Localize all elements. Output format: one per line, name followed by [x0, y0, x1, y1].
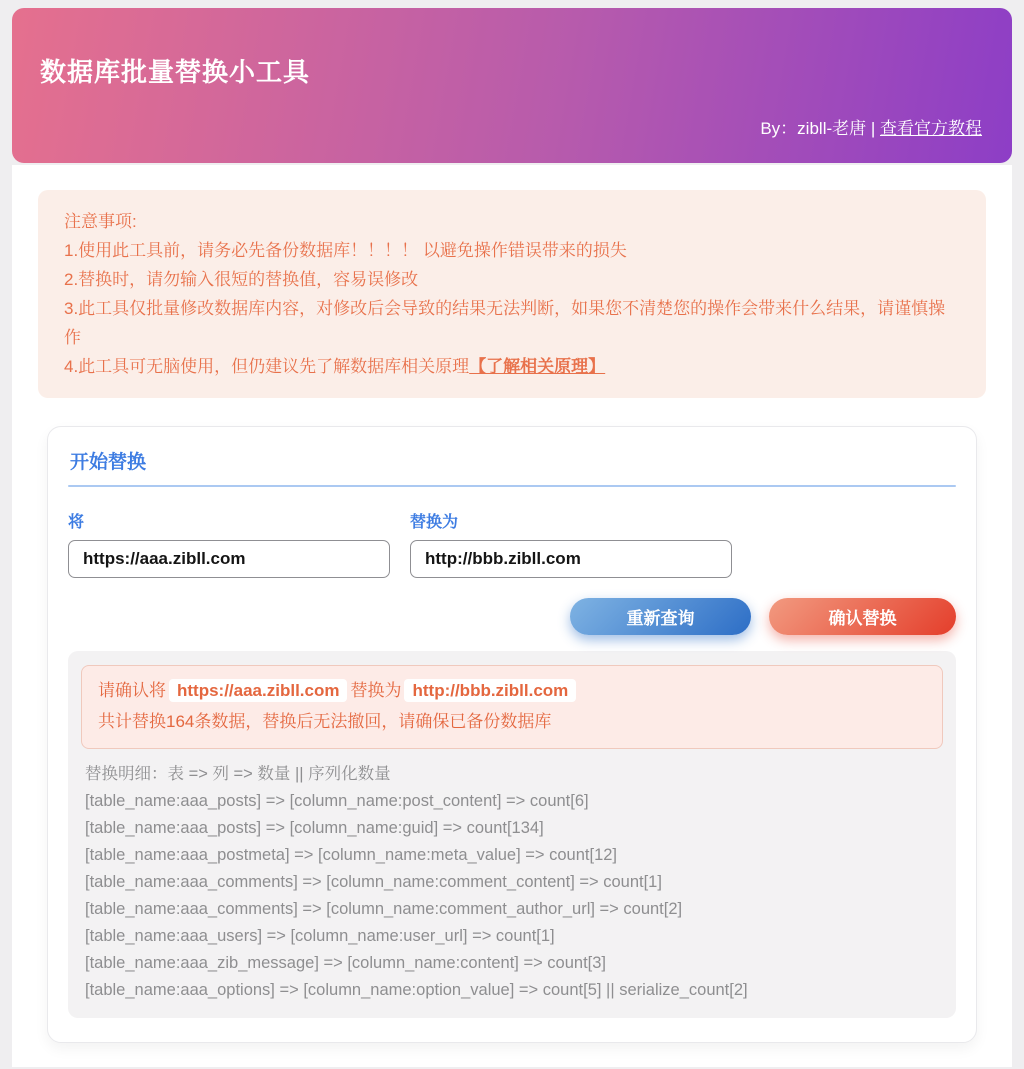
details-row: [table_name:aaa_users] => [column_name:user_url] => count[1]: [85, 927, 555, 945]
learn-principle-link[interactable]: 【了解相关原理】: [469, 357, 606, 376]
confirm-alert: [81, 665, 943, 749]
from-field: [68, 509, 390, 578]
action-buttons: [68, 598, 956, 635]
details-row: [table_name:aaa_zib_message] => [column_name:content] => count[3]: [85, 954, 607, 972]
confirm-prefix: 请确认将: [98, 681, 166, 700]
details-header: 替换明细：表 => 列 => 数量 || 序列化数量: [85, 765, 391, 783]
notice-line-1: 1.使用此工具前，请务必先备份数据库！！！！ 以避免操作错误带来的损失: [64, 241, 627, 260]
result-box: [68, 651, 956, 1018]
confirm-summary: 共计替换164条数据，替换后无法撤回，请确保已备份数据库: [98, 712, 552, 731]
section-divider: [68, 485, 956, 487]
details-row: [table_name:aaa_posts] => [column_name:guid] => count[134]: [85, 819, 544, 837]
main-wrapper: [12, 165, 1012, 1067]
replace-card: [47, 426, 977, 1043]
to-value-chip: http://bbb.zibll.com: [404, 679, 576, 702]
confirm-line: [98, 675, 926, 706]
requery-button[interactable]: 重新查询: [570, 598, 751, 635]
from-input[interactable]: [68, 540, 390, 578]
notice-heading: 注意事项:: [64, 212, 137, 231]
replace-details: [85, 761, 939, 1004]
confirm-replace-button[interactable]: 确认替换: [769, 598, 956, 635]
replace-form: [68, 509, 956, 578]
details-row: [table_name:aaa_comments] => [column_name:comment_author_url] => count[2]: [85, 900, 683, 918]
page-title: 数据库批量替换小工具: [40, 57, 311, 87]
details-row: [table_name:aaa_posts] => [column_name:post_content] => count[6]: [85, 792, 589, 810]
notice-line-4: [64, 352, 960, 381]
confirm-middle: 替换为: [350, 681, 402, 700]
notice-line-3: 3.此工具仅批量修改数据库内容，对修改后会导致的结果无法判断，如果您不清楚您的操作会带来什么结果，请谨慎操作: [64, 299, 946, 347]
details-row: [table_name:aaa_postmeta] => [column_name:meta_value] => count[12]: [85, 846, 618, 864]
header-banner: [12, 8, 1012, 163]
notice-box: [38, 190, 986, 398]
from-value-chip: https://aaa.zibll.com: [169, 679, 347, 702]
notice-line-2: 2.替换时，请勿输入很短的替换值，容易误修改: [64, 270, 419, 289]
to-field: [410, 509, 732, 578]
byline: [760, 114, 982, 139]
tutorial-link[interactable]: 查看官方教程: [880, 119, 982, 138]
from-label: 将: [68, 514, 85, 531]
section-title: 开始替换: [70, 452, 147, 473]
details-row: [table_name:aaa_options] => [column_name:option_value] => count[5] || serialize_count[2]: [85, 981, 748, 999]
notice-line-4-text: 4.此工具可无脑使用，但仍建议先了解数据库相关原理: [64, 357, 470, 376]
to-label: 替换为: [410, 514, 459, 531]
details-rows: [85, 788, 939, 1004]
byline-text: By：zibll-老唐 |: [760, 119, 880, 138]
to-input[interactable]: [410, 540, 732, 578]
details-row: [table_name:aaa_comments] => [column_name:comment_content] => count[1]: [85, 873, 662, 891]
